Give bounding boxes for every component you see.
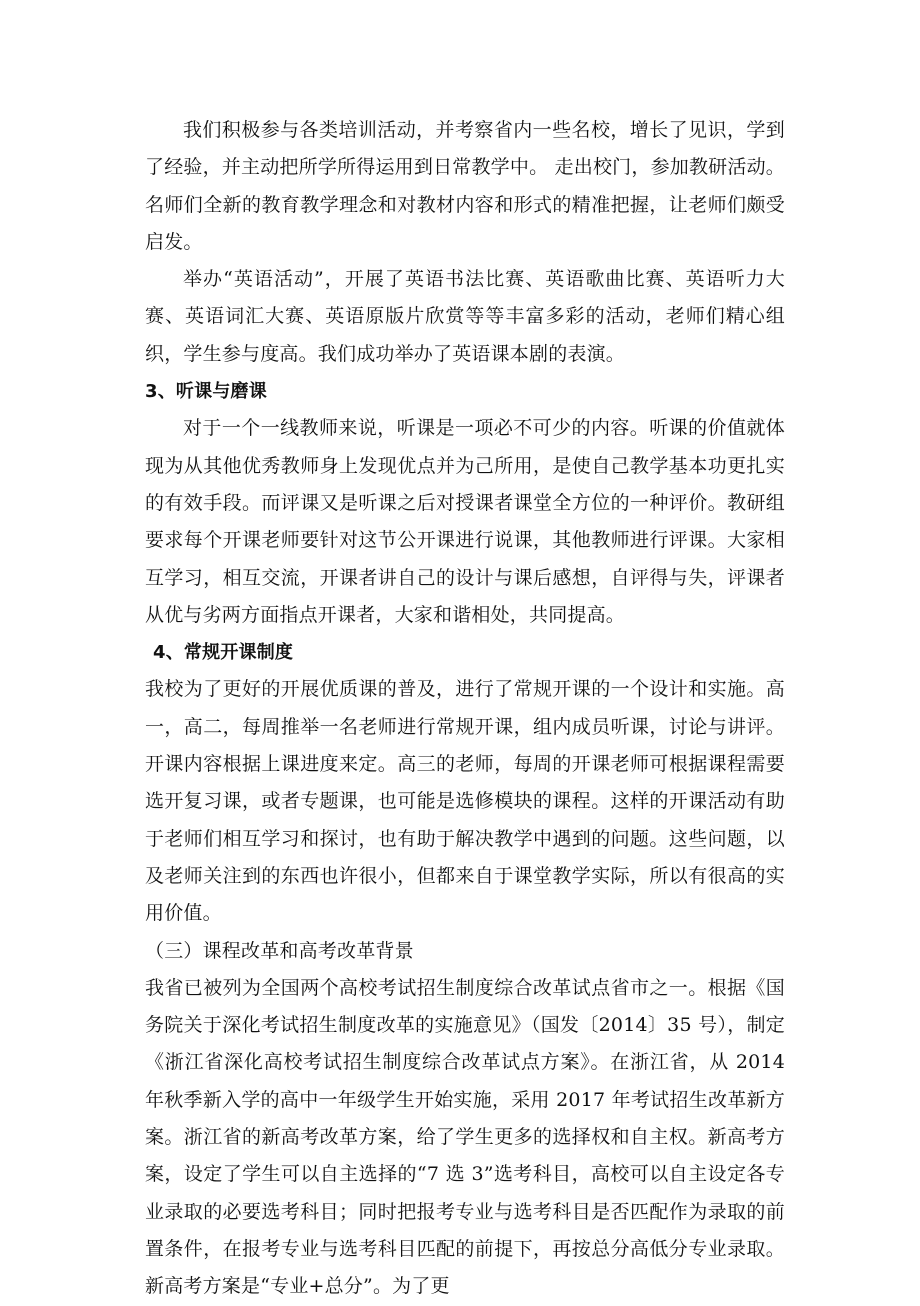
document-body [145, 112, 785, 1306]
section-heading-regular-lessons: 4、常规开课制度 [153, 642, 294, 664]
paragraph-regular-lessons: 我校为了更好的开展优质课的普及，进行了常规开课的一个设计和实施。高一，高二，每周推举一名老师进行常规开课，组内成员听课，讨论与讲评。开课内容根据上课进度来定。高三的老师，每周的开课老师可根据课程需要选开复习课，或者专题课，也可能是选修模块的课程。这样的开课活动有助于老师们相互学习和探讨，也有助于解决教学中遇到的问题。这些问题，以及老师关注到的东西也许很小，但都来自于课堂教学实际，所以有很高的实用价值。 [145, 678, 785, 925]
paragraph-curriculum-reform: 我省已被列为全国两个高校考试招生制度综合改革试点省市之一。根据《国务院关于深化考试招生制度改革的实施意见》（国发〔2014〕35 号），制定《浙江省深化高校考试招生制度综合改革试点方案》。在浙江省，从 2014 年秋季新入学的高中一年级学生开始实施，采用 2017 年考试招生改革新方案。浙江省的新高考改革方案，给了学生更多的选择权和自主权。新高考方案，设定了学生可以自主选择的“7 选 3”选考科目，高校可以自主设定各专业录取的必要选考科目；同时把报考专业与选考科目是否匹配作为录取的前置条件，在报考专业与选考科目匹配的前提下，再按总分高低分专业录取。新高考方案是“专业+总分”。为了更 [145, 976, 785, 1298]
paragraph-training: 我们积极参与各类培训活动，并考察省内一些名校，增长了见识，学到了经验，并主动把所学所得运用到日常教学中。 走出校门，参加教研活动。名师们全新的教育教学理念和对教材内容和形式的精准把握，让老师们颇受启发。 [145, 119, 785, 253]
paragraph-lesson-observation: 对于一个一线教师来说，听课是一项必不可少的内容。听课的价值就体现为从其他优秀教师身上发现优点并为己所用，是使自己教学基本功更扎实的有效手段。而评课又是听课之后对授课者课堂全方位的一种评价。教研组要求每个开课老师要针对这节公开课进行说课，其他教师进行评课。大家相互学习，相互交流，开课者讲自己的设计与课后感想，自评得与失，评课者从优与劣两方面指点开课者，大家和谐相处，共同提高。 [145, 417, 785, 626]
paragraph-english-activities: 举办“英语活动”，开展了英语书法比赛、英语歌曲比赛、英语听力大赛、英语词汇大赛、英语原版片欣赏等等丰富多彩的活动，老师们精心组织，学生参与度高。我们成功举办了英语课本剧的表演。 [145, 268, 785, 365]
section-heading-curriculum-reform: （三）课程改革和高考改革背景 [145, 939, 414, 962]
section-heading-lesson-observation: 3、听课与磨课 [145, 381, 267, 403]
